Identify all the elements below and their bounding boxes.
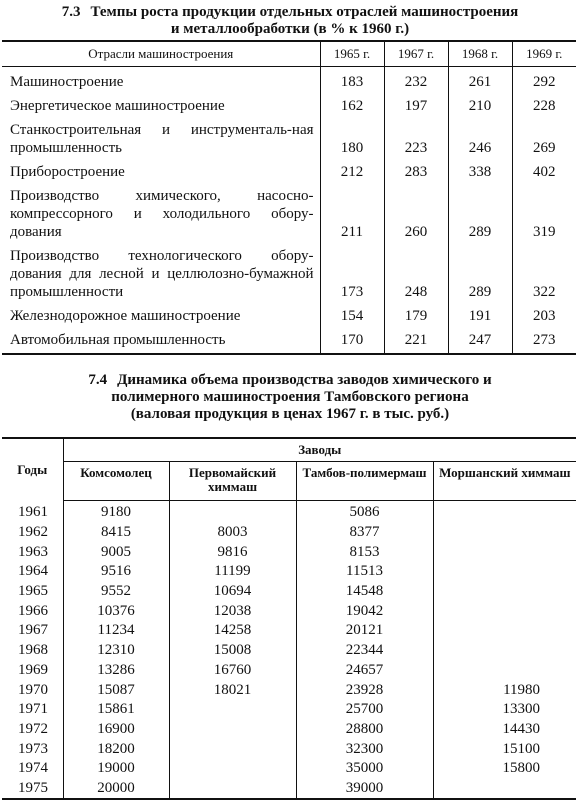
table-row <box>2 304 576 328</box>
table-row <box>2 523 576 543</box>
table-row <box>2 328 576 354</box>
growth-value: 289 <box>448 184 512 244</box>
production-value: 23928 <box>296 680 433 700</box>
production-value <box>433 582 576 602</box>
growth-value: 162 <box>320 94 384 118</box>
growth-value: 283 <box>384 160 448 184</box>
branch-name: Энергетическое машиностроение <box>10 98 225 114</box>
production-value <box>433 641 576 661</box>
production-value: 15008 <box>169 641 296 661</box>
production-value: 14258 <box>169 621 296 641</box>
table-row <box>2 160 576 184</box>
year-cell: 1973 <box>2 739 63 759</box>
growth-value: 273 <box>512 328 576 354</box>
header-plant-komsomolets: Комсомолец <box>63 462 169 501</box>
production-value: 8003 <box>169 523 296 543</box>
year-cell: 1963 <box>2 542 63 562</box>
production-value: 13286 <box>97 661 135 678</box>
production-value: 20121 <box>296 621 433 641</box>
header-year-1965: 1965 г. <box>320 41 384 67</box>
growth-value: 260 <box>384 184 448 244</box>
table-row <box>2 720 576 740</box>
growth-value: 322 <box>512 244 576 304</box>
growth-value: 292 <box>512 67 576 95</box>
header-plant-morshansky: Моршанский химмаш <box>433 462 576 501</box>
production-value <box>169 779 296 800</box>
production-value <box>169 501 296 523</box>
growth-value: 402 <box>512 160 576 184</box>
growth-value: 246 <box>448 118 512 160</box>
production-value: 15861 <box>97 701 135 718</box>
production-value: 12038 <box>169 601 296 621</box>
production-value: 32300 <box>296 739 433 759</box>
production-value <box>433 661 576 681</box>
production-value <box>169 700 296 720</box>
production-value: 24657 <box>296 661 433 681</box>
production-value: 9516 <box>101 563 131 580</box>
year-cell: 1970 <box>2 680 63 700</box>
table-row <box>2 680 576 700</box>
production-value: 11199 <box>169 562 296 582</box>
growth-value: 191 <box>448 304 512 328</box>
production-value: 28800 <box>296 720 433 740</box>
production-value <box>169 720 296 740</box>
growth-value: 319 <box>512 184 576 244</box>
growth-value: 183 <box>320 67 384 95</box>
year-cell: 1971 <box>2 700 63 720</box>
table-row <box>2 184 576 244</box>
table-row <box>2 641 576 661</box>
growth-value: 289 <box>448 244 512 304</box>
growth-value: 170 <box>320 328 384 354</box>
header-years: Годы <box>2 438 63 501</box>
production-value: 18021 <box>169 680 296 700</box>
production-value: 22344 <box>296 641 433 661</box>
production-value <box>433 562 576 582</box>
production-value <box>433 542 576 562</box>
branch-name: Приборостроение <box>10 164 125 180</box>
production-value: 9816 <box>169 542 296 562</box>
production-value: 12310 <box>97 642 135 659</box>
growth-value: 173 <box>320 244 384 304</box>
table-7-3-title-line1: Темпы роста продукции отдельных отраслей машиностроения <box>90 4 519 20</box>
table-row <box>2 700 576 720</box>
table-row <box>2 244 576 304</box>
table-7-4-title-line1: Динамика объема производства заводов химического и <box>117 372 492 388</box>
branch-name: Железнодорожное машиностроение <box>10 308 241 324</box>
table-row <box>2 661 576 681</box>
table-row <box>2 562 576 582</box>
production-value <box>433 523 576 543</box>
header-year-1967: 1967 г. <box>384 41 448 67</box>
production-value: 25700 <box>296 700 433 720</box>
growth-value: 232 <box>384 67 448 95</box>
year-cell: 1965 <box>2 582 63 602</box>
production-value: 18200 <box>97 740 135 757</box>
year-cell: 1961 <box>2 501 63 523</box>
header-year-1969: 1969 г. <box>512 41 576 67</box>
year-cell: 1974 <box>2 759 63 779</box>
table-7-4-header-row-1 <box>2 438 576 462</box>
header-plant-tambovpolimermash: Тамбов-полимермаш <box>296 462 433 501</box>
branch-name: Машиностроение <box>10 74 124 90</box>
production-value: 8415 <box>101 524 131 541</box>
header-year-1968: 1968 г. <box>448 41 512 67</box>
production-value <box>433 779 576 800</box>
growth-value: 247 <box>448 328 512 354</box>
production-value: 8377 <box>296 523 433 543</box>
production-value: 9180 <box>101 504 131 521</box>
production-value <box>169 739 296 759</box>
table-7-4-title-line3: (валовая продукция в ценах 1967 г. в тыс. руб.) <box>130 406 450 422</box>
production-value: 11513 <box>296 562 433 582</box>
production-value: 39000 <box>296 779 433 800</box>
year-cell: 1969 <box>2 661 63 681</box>
production-value: 15087 <box>97 681 135 698</box>
table-7-4-title-line2: полимерного машиностроения Тамбовского региона <box>111 389 469 405</box>
header-branch: Отрасли машиностроения <box>2 41 320 67</box>
production-value: 14430 <box>433 720 576 740</box>
growth-value: 338 <box>448 160 512 184</box>
table-row <box>2 501 576 523</box>
table-7-4-header-row-2 <box>2 462 576 501</box>
production-value: 19042 <box>296 601 433 621</box>
table-row <box>2 739 576 759</box>
production-value: 15100 <box>433 739 576 759</box>
table-7-4 <box>2 437 576 800</box>
growth-value: 223 <box>384 118 448 160</box>
growth-value: 248 <box>384 244 448 304</box>
production-value: 8153 <box>296 542 433 562</box>
growth-value: 154 <box>320 304 384 328</box>
year-cell: 1966 <box>2 601 63 621</box>
year-cell: 1964 <box>2 562 63 582</box>
production-value: 19000 <box>97 760 135 777</box>
table-7-3-title <box>0 4 580 38</box>
table-row <box>2 118 576 160</box>
growth-value: 197 <box>384 94 448 118</box>
production-value: 13300 <box>433 700 576 720</box>
production-value <box>433 601 576 621</box>
growth-value: 179 <box>384 304 448 328</box>
table-7-3-number: 7.3 <box>61 4 81 20</box>
production-value: 16760 <box>169 661 296 681</box>
production-value: 35000 <box>296 759 433 779</box>
growth-value: 269 <box>512 118 576 160</box>
table-row <box>2 94 576 118</box>
table-7-4-title <box>0 372 580 423</box>
production-value: 16900 <box>97 720 135 737</box>
production-value <box>433 501 576 523</box>
table-7-3 <box>2 40 576 355</box>
year-cell: 1962 <box>2 523 63 543</box>
production-value: 9005 <box>101 543 131 560</box>
production-value: 14548 <box>296 582 433 602</box>
table-row <box>2 621 576 641</box>
growth-value: 212 <box>320 160 384 184</box>
table-row <box>2 759 576 779</box>
growth-value: 210 <box>448 94 512 118</box>
production-value: 11980 <box>433 680 576 700</box>
table-7-4-number: 7.4 <box>88 372 108 388</box>
branch-name: Производство технологического обору-дования для лесной и целлюлозно-бумажной промышленности <box>10 248 314 300</box>
table-row <box>2 542 576 562</box>
header-plants-group: Заводы <box>63 438 576 462</box>
header-plant-pervomaisky: Первомайский химмаш <box>169 462 296 501</box>
year-cell: 1975 <box>2 779 63 800</box>
table-7-3-header-row <box>2 41 576 67</box>
production-value: 5086 <box>296 501 433 523</box>
branch-name: Производство химического, насосно-компрессорного и холодильного обору-дования <box>10 188 314 240</box>
production-value <box>169 759 296 779</box>
growth-value: 180 <box>320 118 384 160</box>
table-row <box>2 601 576 621</box>
table-row <box>2 67 576 95</box>
growth-value: 261 <box>448 67 512 95</box>
growth-value: 203 <box>512 304 576 328</box>
production-value: 15800 <box>433 759 576 779</box>
production-value: 10694 <box>169 582 296 602</box>
table-row <box>2 582 576 602</box>
branch-name: Автомобильная промышленность <box>2 328 320 354</box>
year-cell: 1968 <box>2 641 63 661</box>
production-value: 9552 <box>101 583 131 600</box>
table-7-3-title-line2: и металлообработки (в % к 1960 г.) <box>170 21 410 37</box>
growth-value: 228 <box>512 94 576 118</box>
branch-name: Станкостроительная и инструменталь-ная промышленность <box>10 122 314 156</box>
year-cell: 1967 <box>2 621 63 641</box>
year-cell: 1972 <box>2 720 63 740</box>
growth-value: 211 <box>320 184 384 244</box>
production-value <box>433 621 576 641</box>
production-value: 11234 <box>97 622 135 639</box>
growth-value: 221 <box>384 328 448 354</box>
production-value: 20000 <box>63 779 169 800</box>
table-row <box>2 779 576 800</box>
production-value: 10376 <box>97 602 135 619</box>
